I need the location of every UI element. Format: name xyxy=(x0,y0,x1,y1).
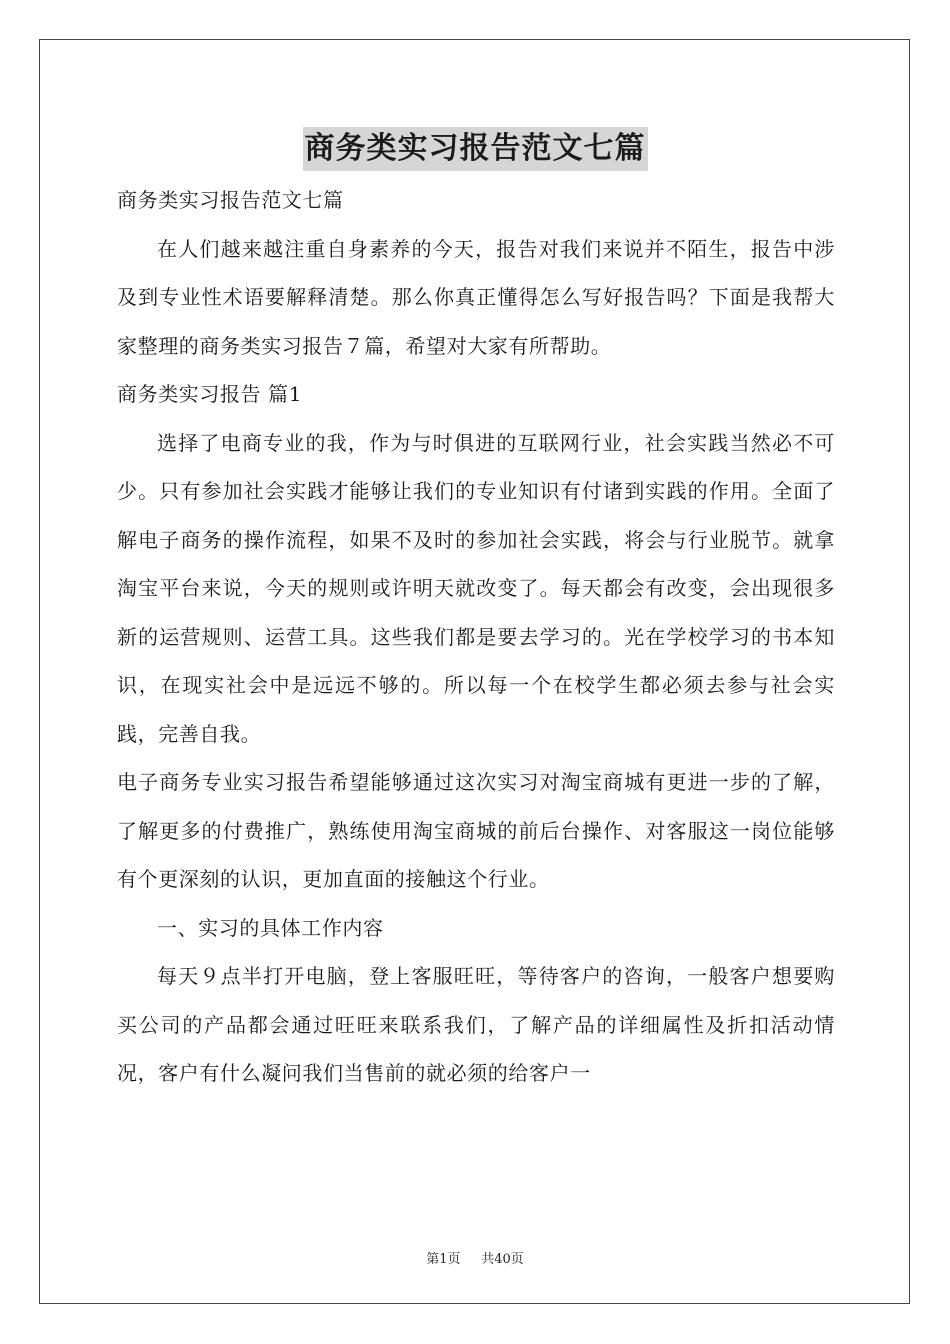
section-heading: 商务类实习报告 篇1 xyxy=(117,382,303,406)
page-number: 第1页 xyxy=(426,1252,461,1267)
page-total: 共40页 xyxy=(481,1252,524,1267)
paragraph-body: 电子商务专业实习报告希望能够通过这次实习对淘宝商城有更进一步的了解，了解更多的付费推广，熟练使用淘宝商城的前后台操作、对客服这一岗位能够有个更深刻的认识，更加直面的接触这个行业。 xyxy=(117,770,835,891)
subsection-heading: 一、实习的具体工作内容 xyxy=(157,915,384,940)
paragraph-body: 每天９点半打开电脑，登上客服旺旺，等待客户的咨询，一般客户想要购买公司的产品都会通过旺旺来联系我们，了解产品的详细属性及折扣活动情况，客户有什么凝问我们当售前的就必须的给客户一 xyxy=(117,964,835,1085)
page-footer xyxy=(0,1248,950,1267)
title-wrap xyxy=(0,127,950,171)
paragraph-intro: 在人们越来越注重自身素养的今天，报告对我们来说并不陌生，报告中涉及到专业性术语要解释清楚。那么你真正懂得怎么写好报告吗？下面是我帮大家整理的商务类实习报告７篇，希望对大家有所帮助。 xyxy=(117,236,835,358)
paragraph-body: 选择了电商专业的我，作为与时俱进的互联网行业，社会实践当然必不可少。只有参加社会实践才能够让我们的专业知识有付诸到实践的作用。全面了解电子商务的操作流程，如果不及时的参加社会实践，将会与行业脱节。就拿淘宝平台来说，今天的规则或许明天就改变了。每天都会有改变，会出现很多新的运营规则、运营工具。这些我们都是要去学习的。光在学校学习的书本知识，在现实社会中是远远不够的。所以每一个在校学生都必须去参与社会实践，完善自我。 xyxy=(117,430,835,746)
document-title: 商务类实习报告范文七篇 xyxy=(303,127,648,171)
document-body xyxy=(117,176,835,1098)
paragraph-subtitle: 商务类实习报告范文七篇 xyxy=(117,188,344,212)
